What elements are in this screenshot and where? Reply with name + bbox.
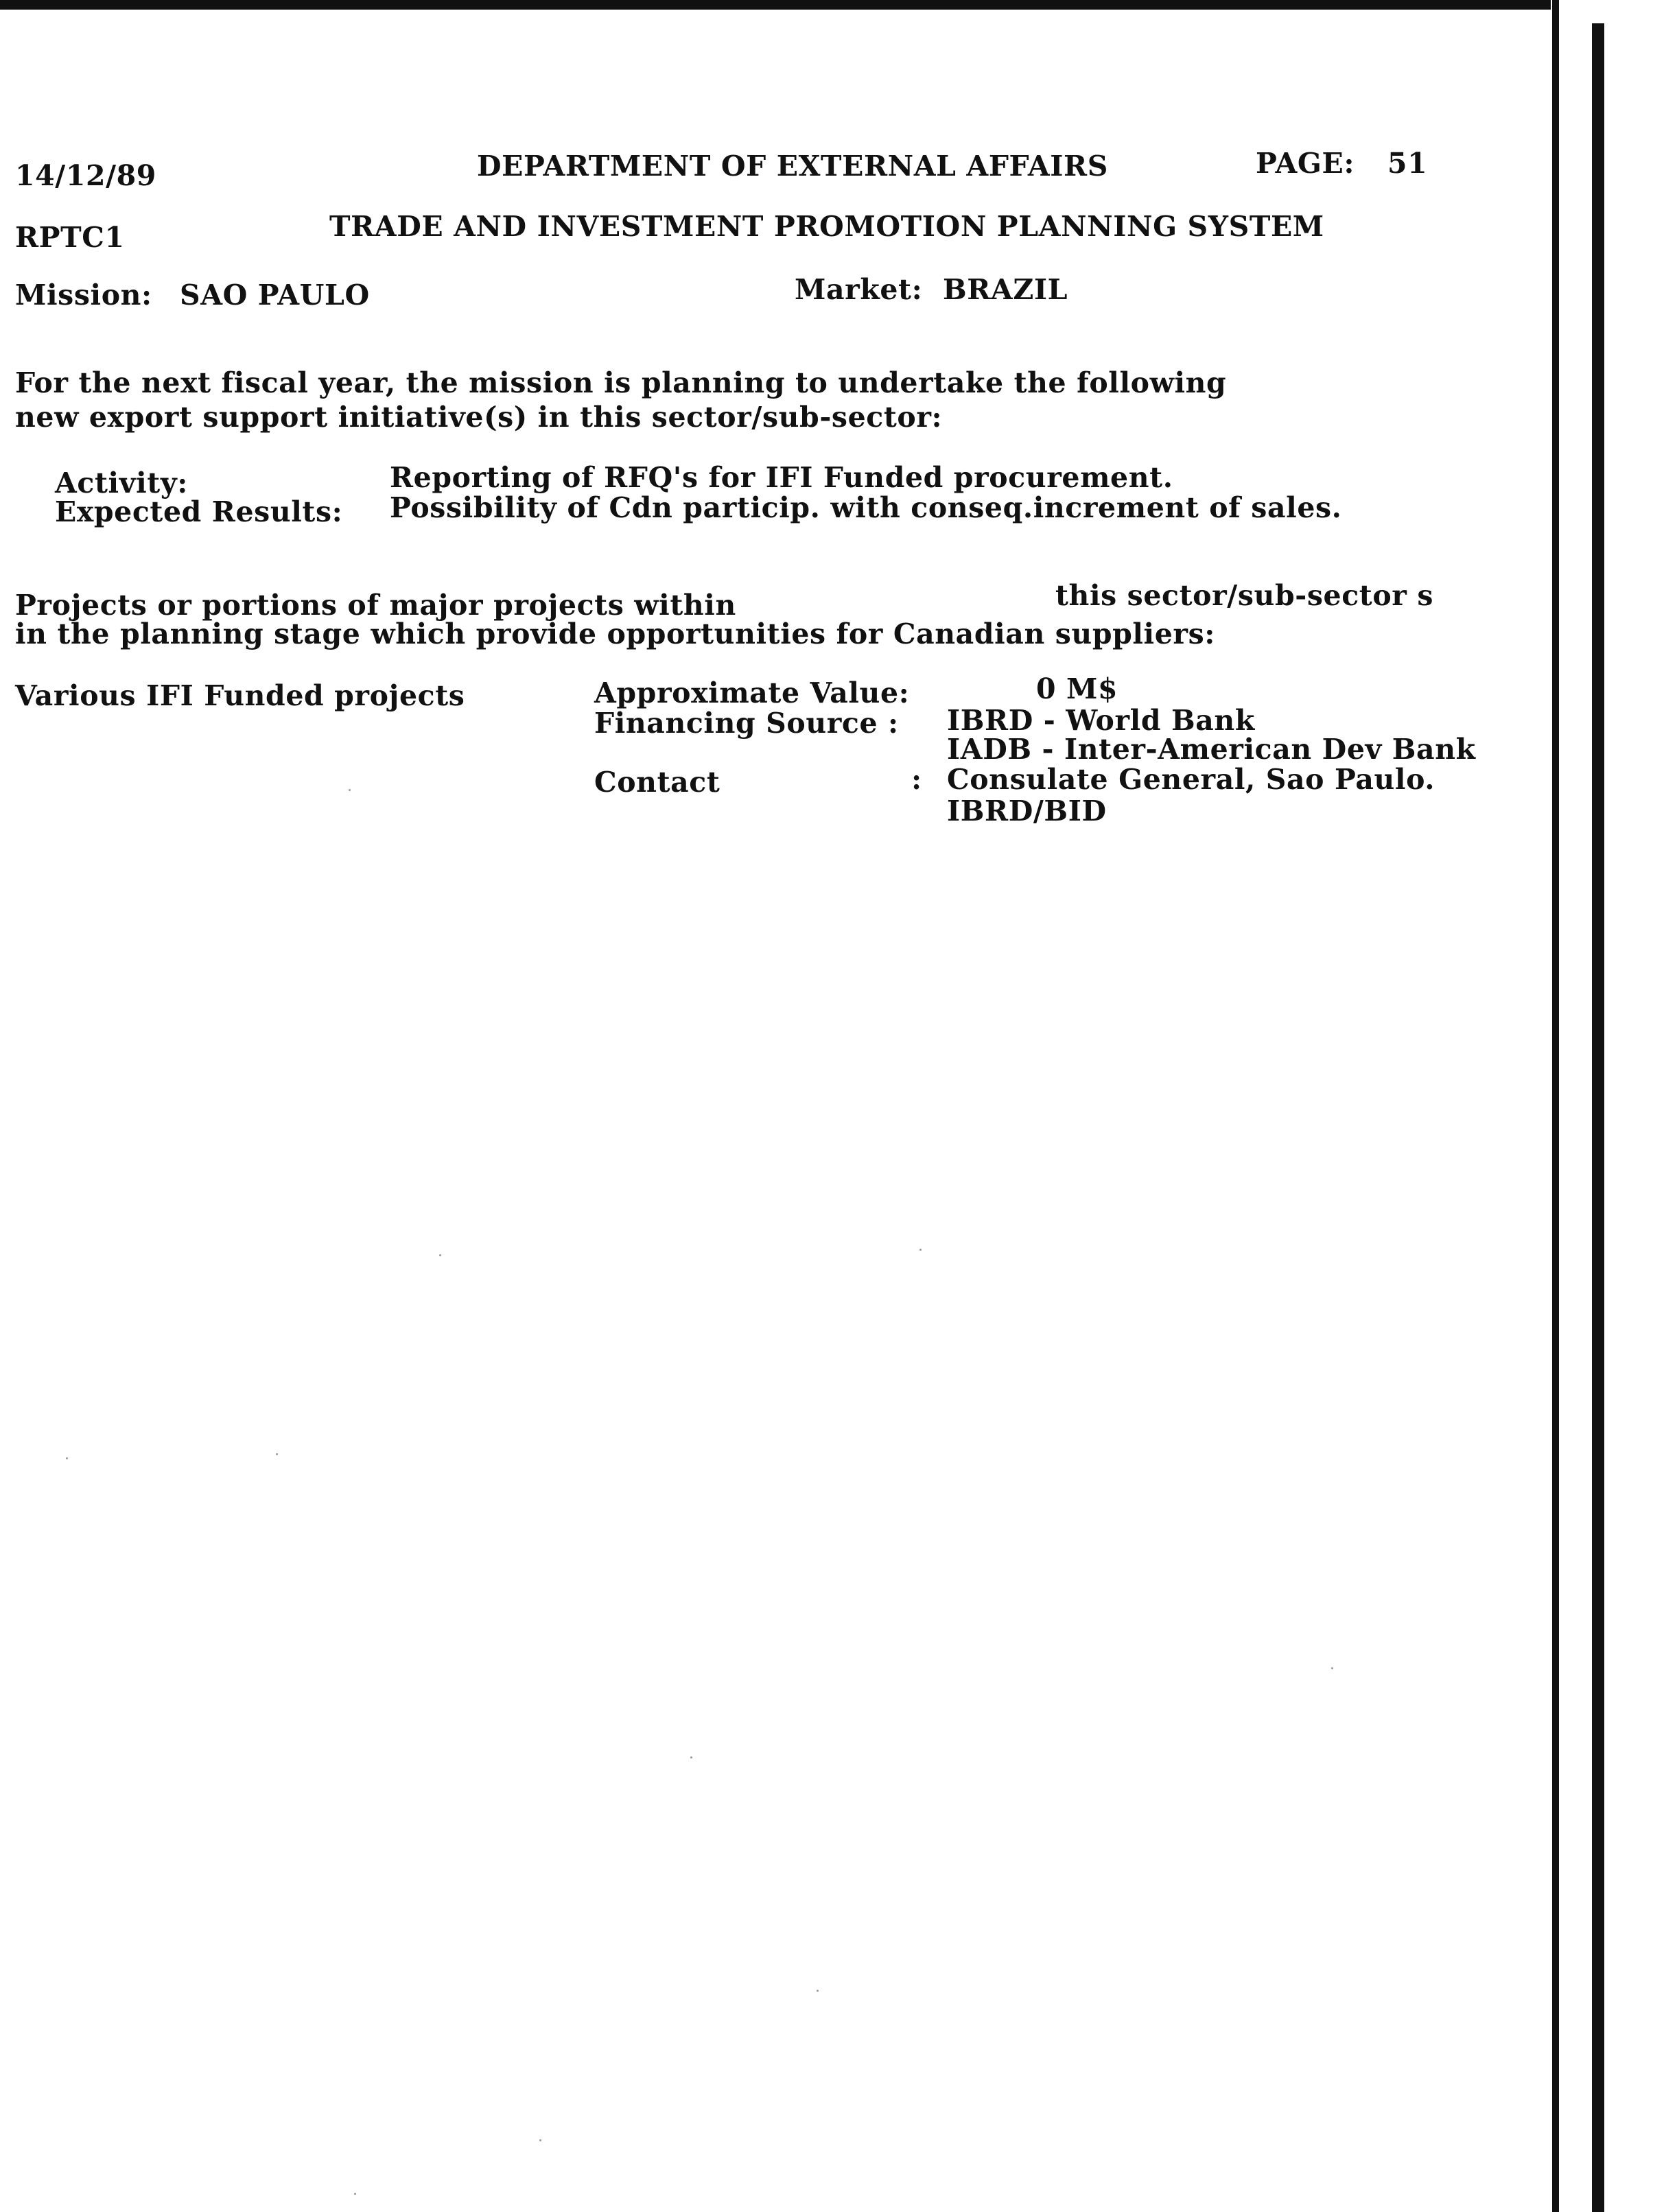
contact-colon: : bbox=[911, 763, 922, 796]
contact-line-1: Consulate General, Sao Paulo. bbox=[947, 763, 1435, 796]
scan-speck bbox=[349, 789, 351, 791]
binding-line-right bbox=[1592, 23, 1604, 2212]
activity-label: Activity: bbox=[55, 467, 188, 499]
scan-speck bbox=[66, 1457, 68, 1459]
scan-speck bbox=[539, 2139, 541, 2141]
financing-source-2: IADB - Inter-American Dev Bank bbox=[947, 733, 1476, 766]
scan-top-edge bbox=[0, 0, 1551, 10]
mission-value: SAO PAULO bbox=[180, 279, 370, 311]
project-name: Various IFI Funded projects bbox=[15, 679, 465, 712]
initiatives-intro-line-2: new export support initiative(s) in this sector/sub-sector: bbox=[15, 401, 943, 434]
system-title: TRADE AND INVESTMENT PROMOTION PLANNING SYSTEM bbox=[329, 210, 1324, 243]
contact-label: Contact bbox=[594, 766, 720, 799]
mission-label: Mission: bbox=[15, 279, 152, 311]
approximate-value-label: Approximate Value: bbox=[594, 676, 910, 709]
initiatives-intro-line-1: For the next fiscal year, the mission is planning to undertake the following bbox=[15, 366, 1227, 399]
contact-line-2: IBRD/BID bbox=[947, 795, 1107, 827]
expected-results-value: Possibility of Cdn particip. with conseq.increment of sales. bbox=[390, 491, 1342, 524]
page-label: PAGE: bbox=[1256, 147, 1355, 180]
expected-results-label: Expected Results: bbox=[55, 495, 343, 528]
scan-speck bbox=[276, 1453, 278, 1455]
scan-speck bbox=[690, 1756, 692, 1758]
report-date: 14/12/89 bbox=[15, 159, 156, 192]
scan-speck bbox=[354, 2193, 356, 2195]
department-title: DEPARTMENT OF EXTERNAL AFFAIRS bbox=[477, 150, 1108, 183]
projects-intro-line-2: in the planning stage which provide opportunities for Canadian suppliers: bbox=[15, 617, 1216, 650]
projects-intro-line-1a: Projects or portions of major projects within bbox=[15, 589, 736, 622]
financing-source-1: IBRD - World Bank bbox=[947, 704, 1255, 737]
market-label: Market: bbox=[795, 273, 923, 306]
scan-binding-edge bbox=[1552, 0, 1653, 2212]
scan-speck bbox=[817, 1990, 819, 1992]
market-value: BRAZIL bbox=[943, 273, 1068, 306]
scan-speck bbox=[919, 1249, 922, 1251]
scan-speck bbox=[1331, 1667, 1333, 1669]
activity-value: Reporting of RFQ's for IFI Funded procurement. bbox=[390, 461, 1173, 494]
binding-line-left bbox=[1552, 0, 1559, 2212]
projects-intro-line-1b: this sector/sub-sector s bbox=[1055, 579, 1434, 612]
approximate-value-amount: 0 M$ bbox=[1036, 672, 1118, 705]
scan-speck bbox=[439, 1254, 441, 1256]
report-code: RPTC1 bbox=[15, 221, 125, 254]
page-number: 51 bbox=[1387, 147, 1428, 180]
financing-source-label: Financing Source : bbox=[594, 707, 899, 740]
